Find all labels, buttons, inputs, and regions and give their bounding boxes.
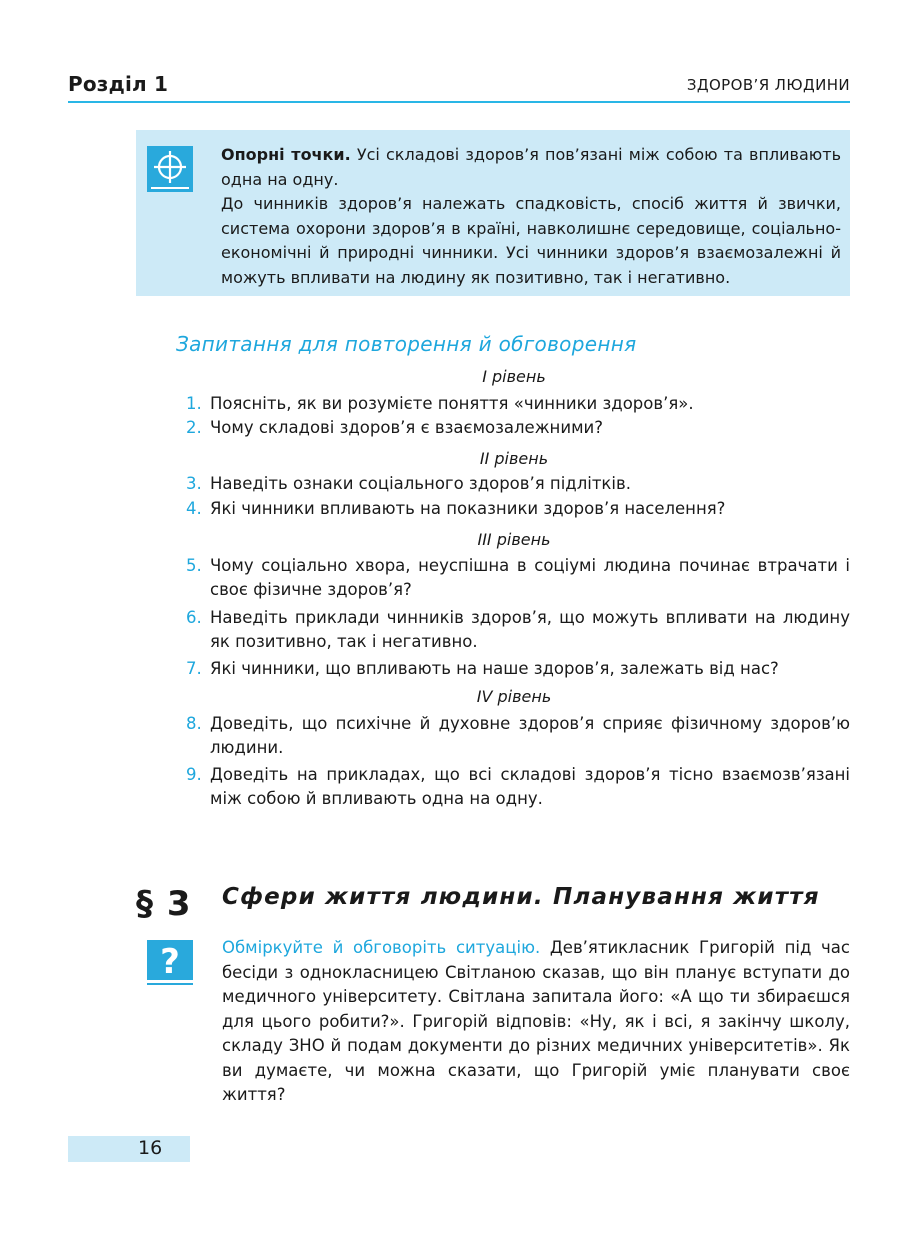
header-divider xyxy=(68,101,850,103)
page-number-tab xyxy=(68,1136,190,1162)
questions-heading: Запитання для повторення й обговорення xyxy=(176,332,637,356)
question-item: 4. Які чинники впливають на показники здоров’я населення? xyxy=(186,499,726,518)
target-icon xyxy=(147,146,193,192)
question-icon xyxy=(147,940,193,986)
key-points-paragraph: До чинників здоров’я належать спадковість, спосіб життя й звички, система охорони здоров’я в країні, навколишнє середовище, соціально-економічні й природні чинники. Усі чинники здоров’я взаємозалежні й можуть впливати на людину як позитивно, так і негативно. xyxy=(221,194,841,287)
chapter-topic: ЗДОРОВ’Я ЛЮДИНИ xyxy=(686,76,850,94)
question-item: 5. Чому соціально хвора, неуспішна в соціумі людина починає втрачати і своє фізичне здоров’я? xyxy=(186,556,850,599)
level-heading: II рівень xyxy=(479,449,549,468)
question-item: 1. Поясніть, як ви розумієте поняття «чинники здоров’я». xyxy=(186,394,694,413)
question-item: 8. Доведіть, що психічне й духовне здоров’я сприяє фізичному здоров’ю людини. xyxy=(186,714,850,757)
key-points-text xyxy=(221,143,841,290)
situation-lead: Обміркуйте й обговоріть ситуацію. xyxy=(222,938,541,957)
level-heading: III рівень xyxy=(477,530,551,549)
question-item: 6. Наведіть приклади чинників здоров’я, що можуть впливати на людину як позитивно, так і негативно. xyxy=(186,608,850,651)
key-points-line1: Усі складові здоров’я пов’язані між собою та впливають одна на одну. xyxy=(221,145,841,189)
svg-text:?: ? xyxy=(160,942,180,982)
chapter-label: Розділ 1 xyxy=(68,72,169,96)
question-item: 7. Які чинники, що впливають на наше здоров’я, залежать від нас? xyxy=(186,659,779,678)
key-points-label: Опорні точки. xyxy=(221,145,351,164)
situation-text xyxy=(222,936,850,1108)
situation-body: Дев’ятикласник Григорій під час бесіди з однокласницею Світланою сказав, що він планує вступати до медичного університету. Світлана запитала його: «А що ти збираєшся для цього робити?». Григорій відповів: «Ну, як і всі, я закінчу школу, складу ЗНО й подам документи до різних медичних університетів». Як ви думаєте, чи можна сказати, що Григорій уміє планувати своє життя? xyxy=(222,938,850,1104)
section-number: § 3 xyxy=(136,884,192,924)
level-heading: IV рівень xyxy=(476,687,552,706)
section-title: Сфери життя людини. Планування життя xyxy=(222,884,820,910)
question-item: 9. Доведіть на прикладах, що всі складові здоров’я тісно взаємозв’язані між собою й впливають одна на одну. xyxy=(186,765,850,808)
question-item: 3. Наведіть ознаки соціального здоров’я підлітків. xyxy=(186,474,631,493)
level-heading: I рівень xyxy=(482,367,546,386)
page-number: 16 xyxy=(138,1137,163,1159)
question-item: 2. Чому складові здоров’я є взаємозалежними? xyxy=(186,418,603,437)
